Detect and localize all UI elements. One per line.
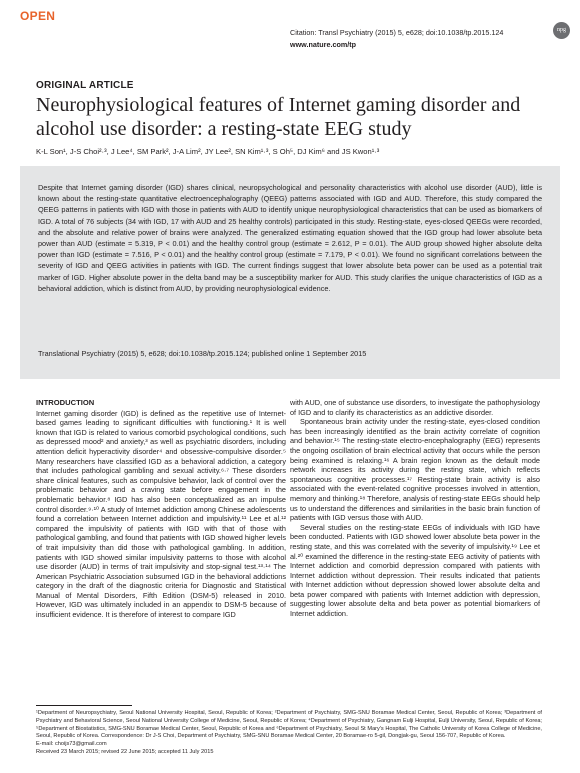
body-paragraph: Internet gaming disorder (IGD) is defined as the repetitive use of Internet-based games leading to significant difficulties with functioning.¹ It is well known that IGD is related to various comorbid psychological conditions, such as depressed mood² and anxiety,³ as well as psychiatric disorders, including attention deficit hyperactivity disorder⁴ and obsessive-compulsive disorder.⁵ Many researchers have classified IGD as a behavioral addiction, a category that includes pathological gambling and sexual activity.⁶·⁷ These disorders share clinical features, such as compulsive behavior, lack of control over the problematic behavior and a craving state before engagement in the problematic behavior.⁸ IGD has also been conceptualized as an impulse control disorder.⁹·¹⁰ A study of Internet addiction among Chinese adolescents found a correlation between Internet addiction and impulsivity.¹¹ Lee et al.¹² compared the impulsivity of patients with IGD with that of those with pathological gambling, and found that patients with IGD showed higher levels of trait impulsivity than did those with pathological gambling. In addition, patients with IGD showed similar impulsivity patterns to those with alcohol use disorder (AUD) in terms of trait impulsivity and stop-signal test.¹³·¹⁴ The American Psychiatric Association subsumed IGD in the behavioral addictions category in the draft of the diagnostic criteria for Diagnostic and Statistical Manual of Mental Disorders, Fifth Edition (DSM-5) released in 2010. However, IGD was ultimately included in an appendix to DSM-5 because of insufficient evidence. It is therefore of interest to compare IGD	[36, 408, 286, 620]
body-paragraph: with AUD, one of substance use disorders, to investigate the pathophysiology of IGD and to clarify its characteristics as an addictive disorder.	[290, 398, 540, 417]
citation-line: Citation: Transl Psychiatry (2015) 5, e628; doi:10.1038/tp.2015.124	[290, 28, 504, 37]
body-paragraph: Spontaneous brain activity under the resting-state, eyes-closed condition has been increasingly identified as the brain activity correlate of cognition and behavior.¹⁵ The resting-state electro-encephalography (EEG) represents the ongoing oscillation of brain electrical activity that occurs while the person being examined is relaxing.¹⁶ A brain region known as the default mode network increases its activity during the resting state, which reflects spontaneous cognitive processes.¹⁷ Resting-state brain activity is also associated with the event-related cognitive processes involved in attention, memory and thinking.¹⁸ Therefore, analysis of resting-state EEGs should help us to understand the differences and similarities in the basic brain function of patients with IGD versus those with AUD.	[290, 417, 540, 523]
body-paragraph: Several studies on the resting-state EEGs of individuals with IGD have been conducted. Patients with IGD showed lower absolute beta power in the resting state, and this was correlated with the severity of impulsivity.¹⁹ Lee et al.²⁰ examined the difference in the resting-state EEG activity of patients with Internet addiction and comorbid depression compared with patients with Internet addiction without depression. Their results indicated that patients with Internet addiction without depression showed lower absolute delta and beta power compared with patients with Internet addiction with depression, suggesting lower absolute delta and beta power as potential biomarkers of Internet addiction.	[290, 522, 540, 619]
journal-url-link[interactable]: www.nature.com/tp	[290, 40, 357, 49]
author-list: K-L Son¹, J-S Choi²·³, J Lee⁴, SM Park², J-A Lim², JY Lee², SN Kim¹·³, S Oh⁵, DJ Kim⁶ and JS Kwon¹·³	[36, 147, 380, 156]
abstract-text: Despite that Internet gaming disorder (IGD) shares clinical, neuropsychological and personality characteristics with alcohol use disorder (AUD), little is known about the resting-state quantitative electroencephalography (QEEG) patterns associated with IGD and AUD. Therefore, this study compared the QEEG patterns in patients with IGD with those in patients with AUD to identify unique neurophysiological characteristics that can be used as biomarkers of IGD. A total of 76 subjects (34 with IGD, 17 with AUD and 25 healthy controls) participated in this study. Resting-state, eyes-closed QEEGs were recorded, and the absolute and relative power of brains were analyzed. The generalized estimating equation showed that the IGD group had lower absolute beta power than AUD (estimate = 5.319, P < 0.01) and the healthy control group (estimate = 2.612, P = 0.01). The AUD group showed higher absolute delta power than IGD (estimate = 7.516, P < 0.01) and the healthy control group (estimate = 7.179, P < 0.01). We found no significant correlations between the severity of IGD and QEEG activities in patients with IGD. The current findings suggest that lower absolute beta power can be used as a potential trait marker of IGD. Higher absolute power in the delta band may be a susceptibility marker for AUD. This study clarifies the unique characteristics of IGD as a behavioral addiction, which is distinct from AUD, by providing neurophysiological evidence.	[38, 183, 542, 293]
publisher-logo: npg	[553, 22, 570, 39]
body-column-left	[36, 398, 286, 620]
article-title: Neurophysiological features of Internet gaming disorder and alcohol use disorder: a resting-state EEG study	[36, 94, 521, 140]
footnote-divider	[36, 705, 132, 706]
publication-info: Translational Psychiatry (2015) 5, e628; doi:10.1038/tp.2015.124; published online 1 September 2015	[38, 349, 367, 358]
affiliations-text: ¹Department of Neuropsychiatry, Seoul National University Hospital, Seoul, Republic of Korea; ²Department of Psychiatry, SMG-SNU Boramae Medical Center, Seoul, Republic of Korea; ³Department of Psychiatry and Behavioral Science, Seoul National University College of Medicine, Seoul, Republic of Korea; ⁴Department of Psychiatry, Gangnam Eulji Hospital, Eulji University, Seoul, Republic of Korea; ⁵Department of Biostatistics, SMG-SNU Boramae Medical Center, Seoul, Republic of Korea and ⁶Department of Psychiatry, Seoul St Mary's Hospital, The Catholic University of Korea College of Medicine, Seoul, Republic of Korea. Correspondence: Dr J-S Choi, Department of Psychiatry, SMG-SNU Boramae Medical Center, 20 Boramae-ro 5-gil, Dongjak-gu, Seoul 156-707, Republic of Korea.	[36, 710, 542, 740]
correspondence-email[interactable]: E-mail: choijs73@gmail.com	[36, 741, 107, 748]
article-type-label: ORIGINAL ARTICLE	[36, 80, 134, 91]
affiliations-footnote	[36, 710, 542, 757]
body-column-right	[290, 398, 540, 619]
open-access-label: OPEN	[20, 9, 56, 23]
received-dates: Received 23 March 2015; revised 22 June 2015; accepted 11 July 2015	[36, 748, 214, 755]
section-heading-introduction: INTRODUCTION	[36, 398, 95, 407]
